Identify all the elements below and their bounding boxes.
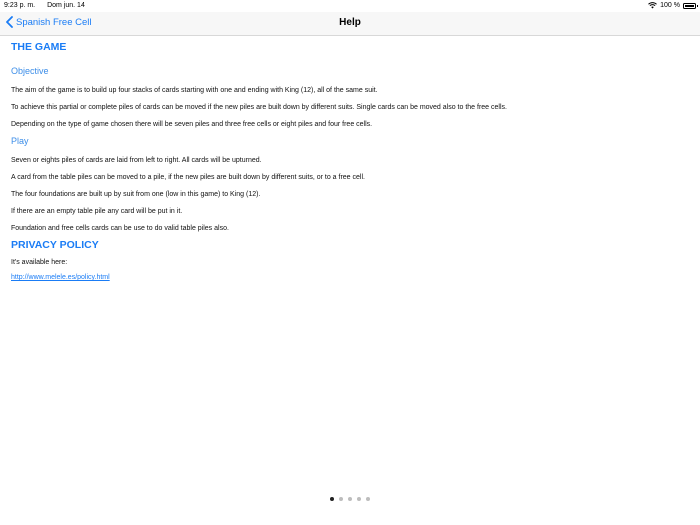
play-paragraph-5: Foundation and free cells cards can be use to do valid table piles also. [11,225,229,232]
page-dot-3[interactable] [348,497,352,501]
wifi-icon [648,2,657,9]
play-paragraph-3: The four foundations are built up by suit from one (low in this game) to King (12). [11,191,261,198]
page-title: Help [339,17,361,28]
objective-paragraph-2: To achieve this partial or complete piles of cards can be moved if the new piles are built down by different suits. Single cards can be moved also to the free cells. [11,104,507,111]
page-dot-1[interactable] [330,497,334,501]
help-content [11,37,691,284]
status-right [648,2,696,9]
objective-paragraph-3: Depending on the type of game chosen there will be seven piles and three free cells or eight piles and four free cells. [11,121,373,128]
battery-percentage: 100 % [660,2,680,9]
privacy-policy-link[interactable]: http://www.melele.es/policy.html [11,274,110,281]
privacy-text: It's available here: [11,259,68,266]
page-indicator[interactable] [0,497,700,501]
page-dot-5[interactable] [366,497,370,501]
page-dot-4[interactable] [357,497,361,501]
navigation-bar [0,12,700,36]
objective-heading: Objective [11,66,49,76]
objective-paragraph-1: The aim of the game is to build up four stacks of cards starting with one and ending with King (12), all of the same suit. [11,87,378,94]
play-paragraph-2: A card from the table piles can be moved to a pile, if the new piles are built down by different suits, or to a free cell. [11,174,365,181]
privacy-policy-heading: PRIVACY POLICY [11,239,99,251]
status-time: 9:23 p. m. [4,2,36,9]
the-game-heading: THE GAME [11,41,67,53]
play-paragraph-4: If there are an empty table pile any card will be put in it. [11,208,183,215]
battery-icon [683,3,696,9]
status-date: Dom jun. 14 [47,2,85,9]
status-left [4,2,95,9]
page-dot-2[interactable] [339,497,343,501]
back-button-label: Spanish Free Cell [16,16,92,28]
status-bar [0,0,700,12]
play-heading: Play [11,136,29,146]
play-paragraph-1: Seven or eights piles of cards are laid from left to right. All cards will be upturned. [11,157,262,164]
